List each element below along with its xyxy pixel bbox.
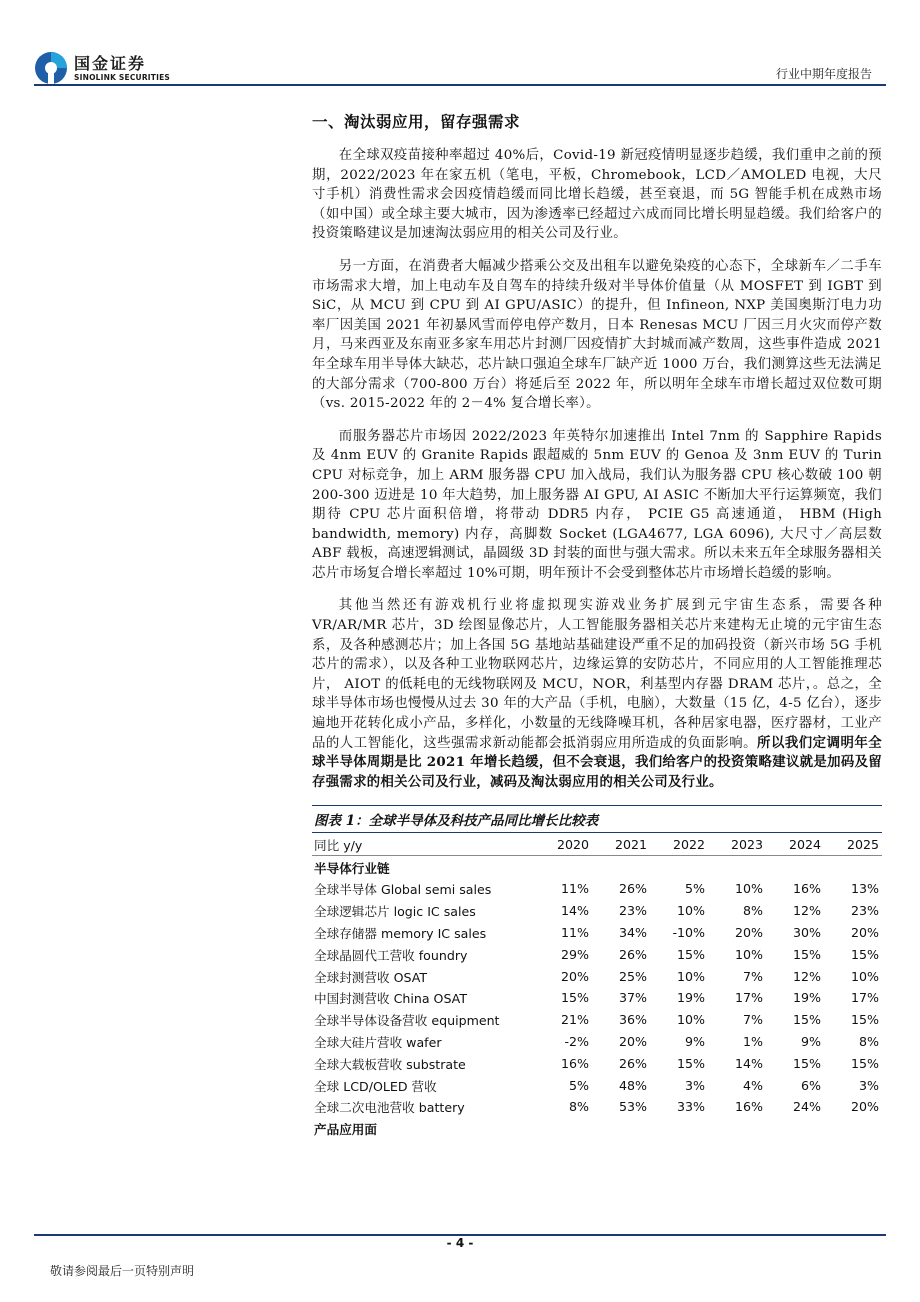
- logo-english-name: SINOLINK SECURITIES: [74, 72, 171, 82]
- growth-value-cell: 9%: [685, 1033, 705, 1049]
- main-content: [312, 110, 882, 1140]
- table-header-label: 同比 y/y: [312, 833, 534, 855]
- report-type-label: 行业中期年度报告: [775, 67, 872, 81]
- growth-value-cell: 5%: [569, 1077, 589, 1093]
- growth-value-cell: 14%: [735, 1055, 763, 1071]
- section-label-semiconductor-chain: 半导体行业链: [314, 860, 390, 876]
- growth-value-cell: -2%: [564, 1033, 589, 1049]
- page-header: [0, 0, 920, 100]
- section-title: 一、淘汰弱应用，留存强需求: [312, 112, 521, 131]
- growth-value-cell: 3%: [685, 1077, 705, 1093]
- growth-value-cell: 12%: [793, 968, 821, 984]
- header-divider: [34, 84, 886, 86]
- growth-value-cell: 25%: [619, 968, 647, 984]
- year-header: 2023: [708, 833, 766, 855]
- table-row: [312, 1074, 882, 1096]
- growth-value-cell: 5%: [685, 881, 705, 897]
- growth-value-cell: 8%: [859, 1033, 879, 1049]
- growth-value-cell: 15%: [851, 946, 879, 962]
- table-row: [312, 1009, 882, 1031]
- growth-value-cell: 15%: [793, 1055, 821, 1071]
- growth-value-cell: 20%: [851, 1099, 879, 1115]
- growth-value-cell: 1%: [743, 1033, 763, 1049]
- table-row: [312, 965, 882, 987]
- sinolink-logo-icon: [34, 51, 68, 85]
- growth-value-cell: 10%: [677, 968, 705, 984]
- paragraph-2: 另一方面，在消费者大幅减少搭乘公交及出租车以避免染疫的心态下，全球新车／二手车市场需求大增，加上电动车及自驾车的持续升级对半导体价值量（从 MOSFET 到 IGBT 到 SiC，从 MCU 到 CPU 到 AI GPU/ASIC）的提升，但 Infineon, NXP 美国奥斯汀电力功率厂因美国 2021 年初暴风雪而停电停产数月，日本 Renesas MCU 厂因三月火灾而停产数月，马来西亚及东南亚多家车用芯片封测厂因疫情扩大封城而减产数周，这些事件造成 2021 年全球车用半导体大缺芯，芯片缺口强迫全球车厂缺产近 1000 万台，我们测算这些无法满足的大部分需求（700-800 万台）将延后至 2022 年，所以明年全球车市增长超过双位数可期（vs. 2015-2022 年的 2－4% 复合增长率）。: [312, 258, 882, 412]
- growth-value-cell: 19%: [793, 990, 821, 1006]
- paragraph-4-conclusion: 所以我们定调明年全球半导体周期是比 2021 年增长趋缓，但不会衰退，我们给客户的投资策略建议就是加码及留存强需求的相关公司及行业，减码及淘汰弱应用的相关公司及行业。: [312, 734, 882, 790]
- growth-value-cell: 7%: [743, 968, 763, 984]
- growth-value-cell: 26%: [619, 946, 647, 962]
- logo-chinese-name: 国金证券: [74, 53, 147, 73]
- growth-value-cell: 4%: [743, 1077, 763, 1093]
- row-label: 全球 LCD/OLED 营收: [314, 1078, 437, 1094]
- year-header: 2025: [824, 833, 882, 855]
- row-label: 中国封测营收 China OSAT: [314, 991, 468, 1007]
- table-row: [312, 1052, 882, 1074]
- table-section-row: [312, 1118, 882, 1140]
- table-section-row: [312, 856, 882, 878]
- growth-value-cell: 9%: [801, 1033, 821, 1049]
- growth-value-cell: 11%: [561, 881, 589, 897]
- growth-value-cell: 10%: [735, 881, 763, 897]
- paragraph-4: [312, 596, 882, 792]
- growth-value-cell: 17%: [735, 990, 763, 1006]
- growth-value-cell: 15%: [561, 990, 589, 1006]
- section-label-product-application: 产品应用面: [314, 1122, 377, 1138]
- figure-title: 图表 1：全球半导体及科技产品同比增长比较表: [312, 805, 882, 833]
- growth-value-cell: 48%: [619, 1077, 647, 1093]
- table-row: [312, 1096, 882, 1118]
- disclaimer-note: 敬请参阅最后一页特别声明: [50, 1264, 195, 1278]
- growth-value-cell: 15%: [793, 946, 821, 962]
- table-row: [312, 900, 882, 922]
- row-label: 全球大硅片营收 wafer: [314, 1034, 442, 1050]
- paragraph-1: 在全球双疫苗接种率超过 40%后，Covid-19 新冠疫情明显逐步趋缓，我们重申之前的预期，2022/2023 年在家五机（笔电，平板，Chromebook，LCD／AMOLED 电视，大尺寸手机）消费性需求会因疫情趋缓而同比增长趋缓，甚至衰退，而 5G 智能手机在成熟市场（如中国）或全球主要大城市，因为渗透率已经超过六成而同比增长明显趋缓。我们给客户的投资策略建议是加速淘汰弱应用的相关公司及行业。: [312, 148, 882, 242]
- growth-value-cell: 15%: [851, 1012, 879, 1028]
- growth-value-cell: 19%: [677, 990, 705, 1006]
- year-header: 2020: [534, 833, 592, 855]
- row-label: 全球二次电池营收 battery: [314, 1100, 465, 1116]
- year-header: 2021: [592, 833, 650, 855]
- growth-value-cell: 20%: [851, 924, 879, 940]
- year-header: 2022: [650, 833, 708, 855]
- growth-value-cell: 16%: [793, 881, 821, 897]
- growth-value-cell: 20%: [735, 924, 763, 940]
- row-label: 全球存储器 memory IC sales: [314, 925, 487, 941]
- growth-value-cell: 15%: [677, 1055, 705, 1071]
- growth-value-cell: 8%: [569, 1099, 589, 1115]
- paragraph-4-text: 其他当然还有游戏机行业将虚拟现实游戏业务扩展到元宇宙生态系，需要各种 VR/AR/MR 芯片，3D 绘图显像芯片，人工智能服务器相关芯片来建构无止境的元宇宙生态系，及各种感测芯片；加上各国 5G 基地站基础建设严重不足的加码投资（新兴市场 5G 手机芯片的需求），以及各种工业物联网芯片，边缘运算的安防芯片，不同应用的人工智能推理芯片， AIOT 的低耗电的无线物联网及 MCU，NOR，利基型内存器 DRAM 芯片，。总之，全球半导体市场也慢慢从过去 30 年的大产品（手机，电脑），大数量（15 亿，4-5 亿台），逐步遍地开花转化成小产品，多样化，小数量的无线降噪耳机，各种居家电器，医疗器材，工业产品的人工智能化，这些强需求新动能都会抵消弱应用所造成的负面影响。: [312, 598, 882, 751]
- growth-value-cell: 11%: [561, 924, 589, 940]
- growth-value-cell: 20%: [619, 1033, 647, 1049]
- growth-value-cell: 16%: [561, 1055, 589, 1071]
- table-row: [312, 878, 882, 900]
- growth-value-cell: 15%: [677, 946, 705, 962]
- growth-value-cell: 10%: [677, 903, 705, 919]
- growth-value-cell: 15%: [793, 1012, 821, 1028]
- growth-value-cell: 26%: [619, 881, 647, 897]
- year-header: 2024: [766, 833, 824, 855]
- company-logo: [34, 51, 170, 85]
- paragraph-3: 而服务器芯片市场因 2022/2023 年英特尔加速推出 Intel 7nm 的 Sapphire Rapids 及 4nm EUV 的 Granite Rapids 跟超威的 5nm EUV 的 Genoa 及 3nm EUV 的 Turin CPU 对标竞争，加上 ARM 服务器 CPU 加入战局，我们认为服务器 CPU 核心数破 100 朝 200-300 迈进是 10 年大趋势，加上服务器 AI GPU, AI ASIC 不断加大平行运算频宽，我们期待 CPU 芯片面积倍增，将带动 DDR5 内存， PCIE G5 高速通道， HBM (High bandwidth, memory) 内存，高脚数 Socket (LGA4677, LGA 6096), 大尺寸／高层数 ABF 载板，高速逻辑测试，晶圆级 3D 封装的面世与强大需求。所以未来五年全球服务器相关芯片市场复合增长率超过 10%可期，明年预计不会受到整体芯片市场增长趋缓的影响。: [312, 428, 882, 581]
- growth-value-cell: 17%: [851, 990, 879, 1006]
- growth-value-cell: 30%: [793, 924, 821, 940]
- row-label: 全球晶圆代工营收 foundry: [314, 947, 468, 963]
- growth-value-cell: 23%: [851, 903, 879, 919]
- growth-value-cell: 34%: [619, 924, 647, 940]
- row-label: 全球逻辑芯片 logic IC sales: [314, 904, 476, 920]
- growth-value-cell: 6%: [801, 1077, 821, 1093]
- growth-comparison-table: [312, 833, 882, 1139]
- growth-value-cell: 23%: [619, 903, 647, 919]
- table-row: [312, 1031, 882, 1053]
- growth-value-cell: 16%: [735, 1099, 763, 1115]
- growth-value-cell: 8%: [743, 903, 763, 919]
- growth-value-cell: 21%: [561, 1012, 589, 1028]
- growth-value-cell: 36%: [619, 1012, 647, 1028]
- table-row: [312, 987, 882, 1009]
- growth-value-cell: 3%: [859, 1077, 879, 1093]
- row-label: 全球半导体 Global semi sales: [314, 882, 492, 898]
- growth-value-cell: 37%: [619, 990, 647, 1006]
- growth-value-cell: 10%: [735, 946, 763, 962]
- growth-value-cell: 7%: [743, 1012, 763, 1028]
- table-header-row: [312, 833, 882, 855]
- growth-value-cell: -10%: [672, 924, 705, 940]
- growth-value-cell: 20%: [561, 968, 589, 984]
- growth-value-cell: 15%: [851, 1055, 879, 1071]
- row-label: 全球大载板营收 substrate: [314, 1056, 466, 1072]
- table-row: [312, 922, 882, 944]
- growth-value-cell: 53%: [619, 1099, 647, 1115]
- growth-value-cell: 10%: [677, 1012, 705, 1028]
- growth-value-cell: 10%: [851, 968, 879, 984]
- table-row: [312, 943, 882, 965]
- growth-value-cell: 14%: [561, 903, 589, 919]
- growth-value-cell: 24%: [793, 1099, 821, 1115]
- growth-value-cell: 26%: [619, 1055, 647, 1071]
- growth-value-cell: 29%: [561, 946, 589, 962]
- row-label: 全球封测营收 OSAT: [314, 969, 428, 985]
- growth-value-cell: 13%: [851, 881, 879, 897]
- page-number: - 4 -: [446, 1236, 474, 1250]
- growth-value-cell: 12%: [793, 903, 821, 919]
- growth-value-cell: 33%: [677, 1099, 705, 1115]
- row-label: 全球半导体设备营收 equipment: [314, 1013, 500, 1029]
